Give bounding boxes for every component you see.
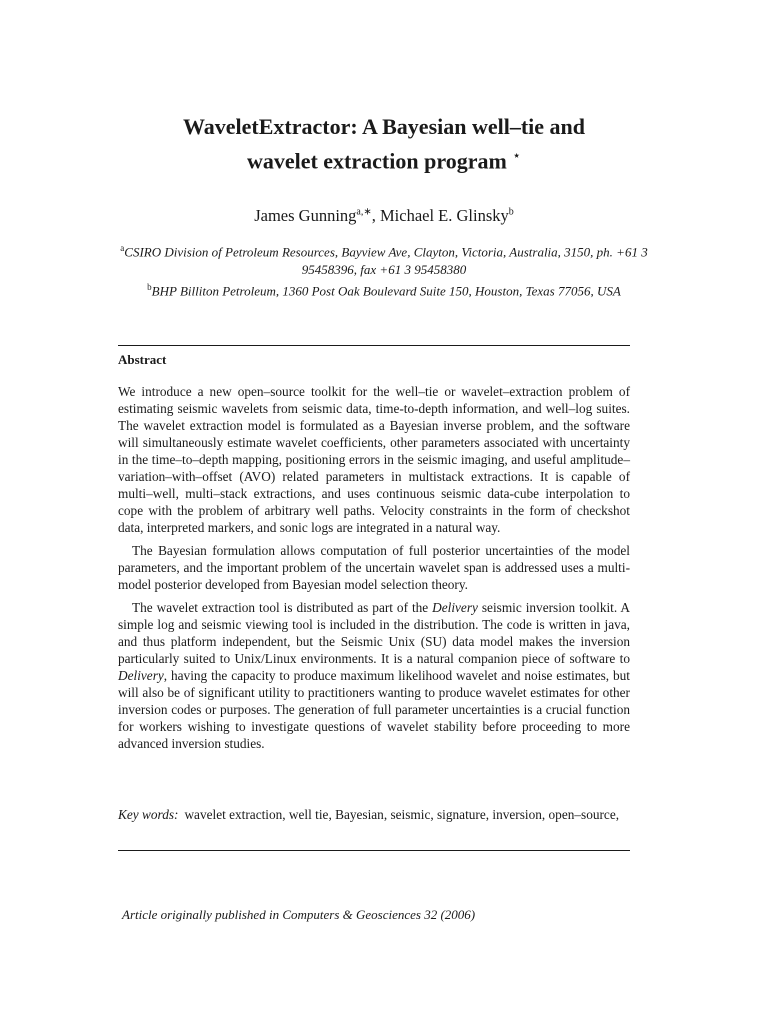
author-1-superscript: a,∗ xyxy=(356,206,372,218)
abstract-body xyxy=(118,383,630,758)
author-list xyxy=(0,206,768,226)
affiliation-b xyxy=(120,278,648,300)
abstract-heading: Abstract xyxy=(118,352,167,367)
abstract-p3-delivery-1: Delivery xyxy=(432,600,478,615)
title-line-2 xyxy=(0,142,768,176)
abstract-p3-part-1: The wavelet extraction tool is distributed as part of the xyxy=(132,600,433,615)
affiliation-a-label: a xyxy=(120,243,125,253)
keywords-label: Key words: xyxy=(118,807,179,822)
abstract-top-rule xyxy=(118,345,630,346)
author-2-superscript: b xyxy=(508,206,514,218)
abstract-bottom-rule xyxy=(118,850,630,851)
affiliation-b-text: BHP Billiton Petroleum, 1360 Post Oak Boulevard Suite 150, Houston, Texas 77056, USA xyxy=(151,283,621,299)
abstract-paragraph-3 xyxy=(118,599,630,752)
paper-title xyxy=(0,112,768,176)
abstract-paragraph-1: We introduce a new open–source toolkit for the well–tie or wavelet–extraction problem of estimating seismic wavelets from seismic data, time-to-depth information, and well–log suites. The wavelet extraction model is formulated as a Bayesian inverse problem, and the software will simultaneously estimate wavelet coefficients, other parameters associated with uncertainty in the time–to–depth mapping, positioning errors in the seismic imaging, and useful amplitude–variation–with–offset (AVO) related parameters in multistack extractions. It is capable of multi–well, multi–stack extractions, and uses continuous seismic data-cube interpolation to cope with the problem of arbitrary well paths. Velocity constraints in the form of checkshot data, interpreted markers, and sonic logs are integrated in a natural way. xyxy=(118,384,630,535)
title-line-2-text: wavelet extraction program xyxy=(246,148,507,174)
affiliation-a-text: CSIRO Division of Petroleum Resources, Bayview Ave, Clayton, Victoria, Australia, 3150, ph. +61 3 95458396, fax +61 3 95458380 xyxy=(124,244,648,278)
affiliation-a xyxy=(120,239,648,279)
keywords-list: wavelet extraction, well tie, Bayesian, seismic, signature, inversion, open–source, xyxy=(184,807,620,822)
title-line-1: WaveletExtractor: A Bayesian well–tie and xyxy=(182,114,586,139)
publication-footnote: Article originally published in Computers & Geosciences 32 (2006) xyxy=(122,907,476,922)
abstract-paragraph-2: The Bayesian formulation allows computation of full posterior uncertainties of the model parameters, and the important problem of the uncertain wavelet span is addressed uses a multi-model posterior developed from Bayesian model selection theory. xyxy=(118,543,630,592)
abstract-p3-part-2: seismic inversion toolkit. A simple log and seismic viewing tool is included in the distribution. The code is written in java, and thus platform independent, but the Seismic Unix (SU) data model makes the inversion particularly suited to Unix/Linux environments. It is a natural companion piece of software to xyxy=(118,600,630,666)
author-1-name: James Gunning xyxy=(254,206,357,225)
abstract-p3-part-3: , having the capacity to produce maximum likelihood wavelet and noise estimates, but will also be of significant utility to practitioners wanting to produce wavelet estimates for other inversion codes or purposes. The generation of full parameter uncertainties is a crucial function for workers wishing to investigate questions of wavelet stability before proceeding to more advanced inversion studies. xyxy=(118,668,630,751)
abstract-p3-delivery-2: Delivery xyxy=(118,668,164,683)
affiliation-b-label: b xyxy=(147,282,152,292)
keywords xyxy=(118,806,630,823)
author-separator: , xyxy=(371,206,380,225)
author-2-name: Michael E. Glinsky xyxy=(380,206,509,225)
title-star-mark: ⋆ xyxy=(512,149,522,164)
